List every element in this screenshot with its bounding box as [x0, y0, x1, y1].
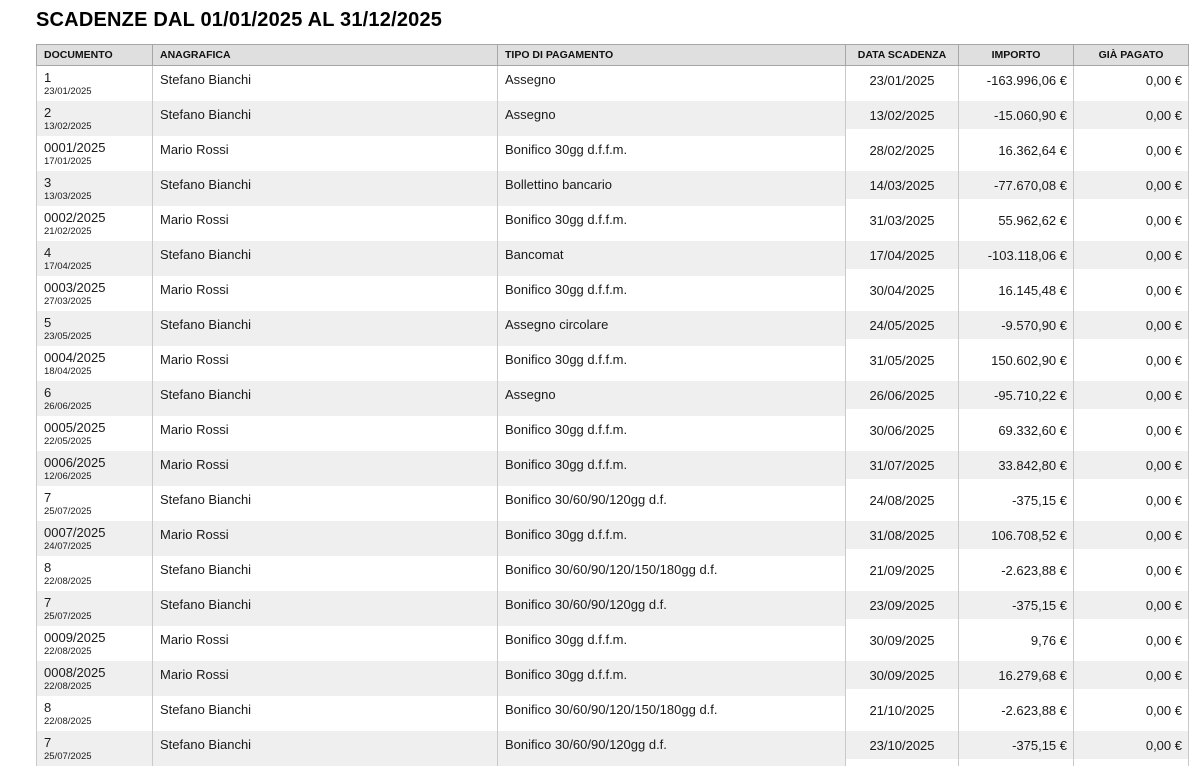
spacer-cell [1073, 269, 1189, 276]
spacer-cell [1073, 304, 1189, 311]
gia-pagato-cell: 0,00 € [1073, 696, 1189, 724]
spacer-cell [1073, 514, 1189, 521]
tipo-pagamento-cell: Bonifico 30gg d.f.f.m. [497, 521, 845, 556]
spacer-cell [958, 619, 1073, 626]
importo-cell: -163.996,06 € [958, 66, 1073, 94]
importo-cell: -375,15 € [958, 591, 1073, 619]
gia-pagato-cell: 0,00 € [1073, 381, 1189, 409]
gia-pagato-cell: 0,00 € [1073, 241, 1189, 269]
anagrafica-cell: Mario Rossi [152, 451, 497, 486]
document-number: 3 [44, 175, 52, 190]
importo-cell: -375,15 € [958, 486, 1073, 514]
spacer-cell [845, 409, 958, 416]
importo-cell: 16.279,68 € [958, 661, 1073, 689]
gia-pagato-cell: 0,00 € [1073, 101, 1189, 129]
gia-pagato-cell: 0,00 € [1073, 66, 1189, 94]
anagrafica-cell: Mario Rossi [152, 346, 497, 381]
importo-cell: 150.602,90 € [958, 346, 1073, 374]
spacer-cell [845, 444, 958, 451]
document-date: 22/05/2025 [44, 436, 92, 447]
anagrafica-cell: Stefano Bianchi [152, 241, 497, 276]
spacer-cell [845, 269, 958, 276]
document-date: 22/08/2025 [44, 716, 92, 727]
table-row [36, 696, 1189, 724]
spacer-cell [958, 374, 1073, 381]
document-date: 18/04/2025 [44, 366, 92, 377]
gia-pagato-cell: 0,00 € [1073, 591, 1189, 619]
spacer-cell [958, 164, 1073, 171]
spacer-cell [1073, 164, 1189, 171]
documento-cell [36, 731, 152, 766]
spacer-cell [1073, 619, 1189, 626]
document-date: 21/02/2025 [44, 226, 92, 237]
tipo-pagamento-cell: Assegno circolare [497, 311, 845, 346]
spacer-cell [845, 514, 958, 521]
anagrafica-cell: Stefano Bianchi [152, 731, 497, 766]
document-number: 8 [44, 700, 52, 715]
table-row [36, 241, 1189, 269]
spacer-cell [958, 724, 1073, 731]
spacer-cell [845, 619, 958, 626]
table-row [36, 276, 1189, 304]
tipo-pagamento-cell: Assegno [497, 66, 845, 101]
tipo-pagamento-cell: Bonifico 30gg d.f.f.m. [497, 416, 845, 451]
gia-pagato-cell: 0,00 € [1073, 521, 1189, 549]
document-date: 25/07/2025 [44, 611, 92, 622]
data-scadenza-cell: 30/04/2025 [845, 276, 958, 304]
table-row [36, 731, 1189, 759]
header-row [36, 44, 1189, 66]
document-number: 0002/2025 [44, 210, 106, 225]
scadenze-table-body [36, 66, 1189, 766]
importo-cell: -15.060,90 € [958, 101, 1073, 129]
spacer-cell [958, 549, 1073, 556]
table-row [36, 206, 1189, 234]
documento-cell [36, 626, 152, 661]
document-number: 6 [44, 385, 52, 400]
spacer-cell [1073, 724, 1189, 731]
anagrafica-cell: Stefano Bianchi [152, 101, 497, 136]
tipo-pagamento-cell: Bonifico 30gg d.f.f.m. [497, 136, 845, 171]
documento-cell [36, 381, 152, 416]
col-header-anagrafica: ANAGRAFICA [152, 44, 497, 66]
document-date: 23/05/2025 [44, 331, 92, 342]
spacer-cell [1073, 479, 1189, 486]
spacer-cell [1073, 444, 1189, 451]
tipo-pagamento-cell: Bonifico 30/60/90/120gg d.f. [497, 486, 845, 521]
document-number: 7 [44, 595, 52, 610]
document-number: 0009/2025 [44, 630, 106, 645]
data-scadenza-cell: 14/03/2025 [845, 171, 958, 199]
gia-pagato-cell: 0,00 € [1073, 556, 1189, 584]
document-date: 25/07/2025 [44, 751, 92, 762]
anagrafica-cell: Mario Rossi [152, 521, 497, 556]
spacer-cell [845, 164, 958, 171]
gia-pagato-cell: 0,00 € [1073, 171, 1189, 199]
document-date: 13/03/2025 [44, 191, 92, 202]
spacer-cell [845, 549, 958, 556]
document-number: 2 [44, 105, 52, 120]
document-date: 27/03/2025 [44, 296, 92, 307]
document-date: 23/01/2025 [44, 86, 92, 97]
col-header-gia-pagato: GIÀ PAGATO [1073, 44, 1189, 66]
spacer-cell [845, 94, 958, 101]
document-number: 0001/2025 [44, 140, 106, 155]
scadenze-table [36, 44, 1189, 766]
table-row [36, 66, 1189, 94]
spacer-cell [845, 689, 958, 696]
gia-pagato-cell: 0,00 € [1073, 346, 1189, 374]
documento-cell [36, 66, 152, 101]
documento-cell [36, 346, 152, 381]
document-date: 17/01/2025 [44, 156, 92, 167]
data-scadenza-cell: 23/01/2025 [845, 66, 958, 94]
anagrafica-cell: Mario Rossi [152, 661, 497, 696]
data-scadenza-cell: 17/04/2025 [845, 241, 958, 269]
table-row [36, 521, 1189, 549]
document-number: 1 [44, 70, 52, 85]
document-number: 0004/2025 [44, 350, 106, 365]
spacer-cell [958, 409, 1073, 416]
document-number: 4 [44, 245, 52, 260]
spacer-cell [845, 199, 958, 206]
anagrafica-cell: Stefano Bianchi [152, 171, 497, 206]
spacer-cell [958, 199, 1073, 206]
gia-pagato-cell: 0,00 € [1073, 451, 1189, 479]
tipo-pagamento-cell: Assegno [497, 101, 845, 136]
tipo-pagamento-cell: Bancomat [497, 241, 845, 276]
data-scadenza-cell: 13/02/2025 [845, 101, 958, 129]
documento-cell [36, 486, 152, 521]
importo-cell: 69.332,60 € [958, 416, 1073, 444]
documento-cell [36, 451, 152, 486]
spacer-cell [958, 129, 1073, 136]
page-title: SCADENZE DAL 01/01/2025 AL 31/12/2025 [36, 9, 443, 31]
spacer-cell [1073, 129, 1189, 136]
spacer-cell [1073, 549, 1189, 556]
gia-pagato-cell: 0,00 € [1073, 311, 1189, 339]
spacer-cell [958, 479, 1073, 486]
document-date: 22/08/2025 [44, 681, 92, 692]
spacer-cell [1073, 759, 1189, 766]
tipo-pagamento-cell: Bonifico 30/60/90/120/150/180gg d.f. [497, 696, 845, 731]
table-row [36, 556, 1189, 584]
col-header-documento: DOCUMENTO [36, 44, 152, 66]
table-row [36, 381, 1189, 409]
tipo-pagamento-cell: Bonifico 30/60/90/120/150/180gg d.f. [497, 556, 845, 591]
anagrafica-cell: Mario Rossi [152, 416, 497, 451]
gia-pagato-cell: 0,00 € [1073, 416, 1189, 444]
table-row [36, 486, 1189, 514]
tipo-pagamento-cell: Assegno [497, 381, 845, 416]
spacer-cell [1073, 339, 1189, 346]
spacer-cell [958, 514, 1073, 521]
data-scadenza-cell: 30/06/2025 [845, 416, 958, 444]
data-scadenza-cell: 31/07/2025 [845, 451, 958, 479]
documento-cell [36, 171, 152, 206]
spacer-cell [845, 759, 958, 766]
table-row [36, 626, 1189, 654]
spacer-cell [1073, 374, 1189, 381]
documento-cell [36, 101, 152, 136]
table-row [36, 661, 1189, 689]
document-number: 0005/2025 [44, 420, 106, 435]
spacer-cell [845, 724, 958, 731]
documento-cell [36, 521, 152, 556]
importo-cell: -2.623,88 € [958, 696, 1073, 724]
table-header [36, 44, 1189, 66]
table-row [36, 136, 1189, 164]
documento-cell [36, 661, 152, 696]
documento-cell [36, 311, 152, 346]
table-row [36, 101, 1189, 129]
document-number: 0006/2025 [44, 455, 106, 470]
tipo-pagamento-cell: Bonifico 30gg d.f.f.m. [497, 206, 845, 241]
spacer-cell [845, 339, 958, 346]
spacer-cell [1073, 584, 1189, 591]
spacer-cell [958, 759, 1073, 766]
documento-cell [36, 416, 152, 451]
spacer-cell [845, 304, 958, 311]
tipo-pagamento-cell: Bonifico 30/60/90/120gg d.f. [497, 591, 845, 626]
document-date: 12/06/2025 [44, 471, 92, 482]
anagrafica-cell: Stefano Bianchi [152, 591, 497, 626]
data-scadenza-cell: 23/10/2025 [845, 731, 958, 759]
gia-pagato-cell: 0,00 € [1073, 731, 1189, 759]
importo-cell: -77.670,08 € [958, 171, 1073, 199]
documento-cell [36, 696, 152, 731]
spacer-cell [1073, 654, 1189, 661]
spacer-cell [1073, 409, 1189, 416]
importo-cell: 33.842,80 € [958, 451, 1073, 479]
table-row [36, 591, 1189, 619]
anagrafica-cell: Stefano Bianchi [152, 696, 497, 731]
tipo-pagamento-cell: Bonifico 30gg d.f.f.m. [497, 661, 845, 696]
anagrafica-cell: Stefano Bianchi [152, 66, 497, 101]
document-date: 17/04/2025 [44, 261, 92, 272]
spacer-cell [1073, 689, 1189, 696]
document-number: 5 [44, 315, 52, 330]
spacer-cell [958, 584, 1073, 591]
tipo-pagamento-cell: Bonifico 30gg d.f.f.m. [497, 346, 845, 381]
document-number: 0008/2025 [44, 665, 106, 680]
table-row [36, 346, 1189, 374]
importo-cell: -2.623,88 € [958, 556, 1073, 584]
spacer-cell [958, 689, 1073, 696]
documento-cell [36, 276, 152, 311]
anagrafica-cell: Mario Rossi [152, 626, 497, 661]
col-header-tipo-pagamento: TIPO DI PAGAMENTO [497, 44, 845, 66]
document-number: 7 [44, 490, 52, 505]
importo-cell: 16.145,48 € [958, 276, 1073, 304]
importo-cell: 16.362,64 € [958, 136, 1073, 164]
tipo-pagamento-cell: Bonifico 30gg d.f.f.m. [497, 276, 845, 311]
data-scadenza-cell: 31/03/2025 [845, 206, 958, 234]
gia-pagato-cell: 0,00 € [1073, 486, 1189, 514]
spacer-cell [958, 444, 1073, 451]
document-date: 25/07/2025 [44, 506, 92, 517]
data-scadenza-cell: 26/06/2025 [845, 381, 958, 409]
spacer-cell [958, 339, 1073, 346]
documento-cell [36, 556, 152, 591]
data-scadenza-cell: 21/09/2025 [845, 556, 958, 584]
tipo-pagamento-cell: Bonifico 30/60/90/120gg d.f. [497, 731, 845, 766]
data-scadenza-cell: 30/09/2025 [845, 626, 958, 654]
gia-pagato-cell: 0,00 € [1073, 136, 1189, 164]
spacer-cell [958, 269, 1073, 276]
document-date: 24/07/2025 [44, 541, 92, 552]
spacer-cell [845, 584, 958, 591]
anagrafica-cell: Stefano Bianchi [152, 381, 497, 416]
document-date: 26/06/2025 [44, 401, 92, 412]
spacer-cell [1073, 199, 1189, 206]
importo-cell: 106.708,52 € [958, 521, 1073, 549]
col-header-importo: IMPORTO [958, 44, 1073, 66]
table-row [36, 311, 1189, 339]
tipo-pagamento-cell: Bonifico 30gg d.f.f.m. [497, 451, 845, 486]
data-scadenza-cell: 21/10/2025 [845, 696, 958, 724]
tipo-pagamento-cell: Bonifico 30gg d.f.f.m. [497, 626, 845, 661]
data-scadenza-cell: 30/09/2025 [845, 661, 958, 689]
document-date: 22/08/2025 [44, 646, 92, 657]
document-number: 7 [44, 735, 52, 750]
anagrafica-cell: Mario Rossi [152, 206, 497, 241]
data-scadenza-cell: 28/02/2025 [845, 136, 958, 164]
spacer-cell [1073, 234, 1189, 241]
spacer-cell [958, 234, 1073, 241]
spacer-cell [845, 234, 958, 241]
importo-cell: -375,15 € [958, 731, 1073, 759]
gia-pagato-cell: 0,00 € [1073, 626, 1189, 654]
spacer-cell [958, 94, 1073, 101]
data-scadenza-cell: 31/05/2025 [845, 346, 958, 374]
importo-cell: 55.962,62 € [958, 206, 1073, 234]
importo-cell: 9,76 € [958, 626, 1073, 654]
data-scadenza-cell: 23/09/2025 [845, 591, 958, 619]
table-row [36, 171, 1189, 199]
anagrafica-cell: Mario Rossi [152, 136, 497, 171]
importo-cell: -9.570,90 € [958, 311, 1073, 339]
importo-cell: -95.710,22 € [958, 381, 1073, 409]
anagrafica-cell: Mario Rossi [152, 276, 497, 311]
document-number: 0007/2025 [44, 525, 106, 540]
tipo-pagamento-cell: Bollettino bancario [497, 171, 845, 206]
document-date: 22/08/2025 [44, 576, 92, 587]
spacer-cell [958, 304, 1073, 311]
gia-pagato-cell: 0,00 € [1073, 661, 1189, 689]
anagrafica-cell: Stefano Bianchi [152, 556, 497, 591]
col-header-data-scadenza: DATA SCADENZA [845, 44, 958, 66]
table-row [36, 416, 1189, 444]
data-scadenza-cell: 31/08/2025 [845, 521, 958, 549]
spacer-cell [845, 479, 958, 486]
documento-cell [36, 136, 152, 171]
spacer-cell [845, 374, 958, 381]
spacer-cell [845, 654, 958, 661]
importo-cell: -103.118,06 € [958, 241, 1073, 269]
spacer-cell [1073, 94, 1189, 101]
document-number: 0003/2025 [44, 280, 106, 295]
gia-pagato-cell: 0,00 € [1073, 206, 1189, 234]
spacer-cell [958, 654, 1073, 661]
data-scadenza-cell: 24/05/2025 [845, 311, 958, 339]
table-row [36, 451, 1189, 479]
documento-cell [36, 591, 152, 626]
data-scadenza-cell: 24/08/2025 [845, 486, 958, 514]
documento-cell [36, 206, 152, 241]
anagrafica-cell: Stefano Bianchi [152, 311, 497, 346]
gia-pagato-cell: 0,00 € [1073, 276, 1189, 304]
document-date: 13/02/2025 [44, 121, 92, 132]
documento-cell [36, 241, 152, 276]
document-number: 8 [44, 560, 52, 575]
spacer-cell [845, 129, 958, 136]
anagrafica-cell: Stefano Bianchi [152, 486, 497, 521]
